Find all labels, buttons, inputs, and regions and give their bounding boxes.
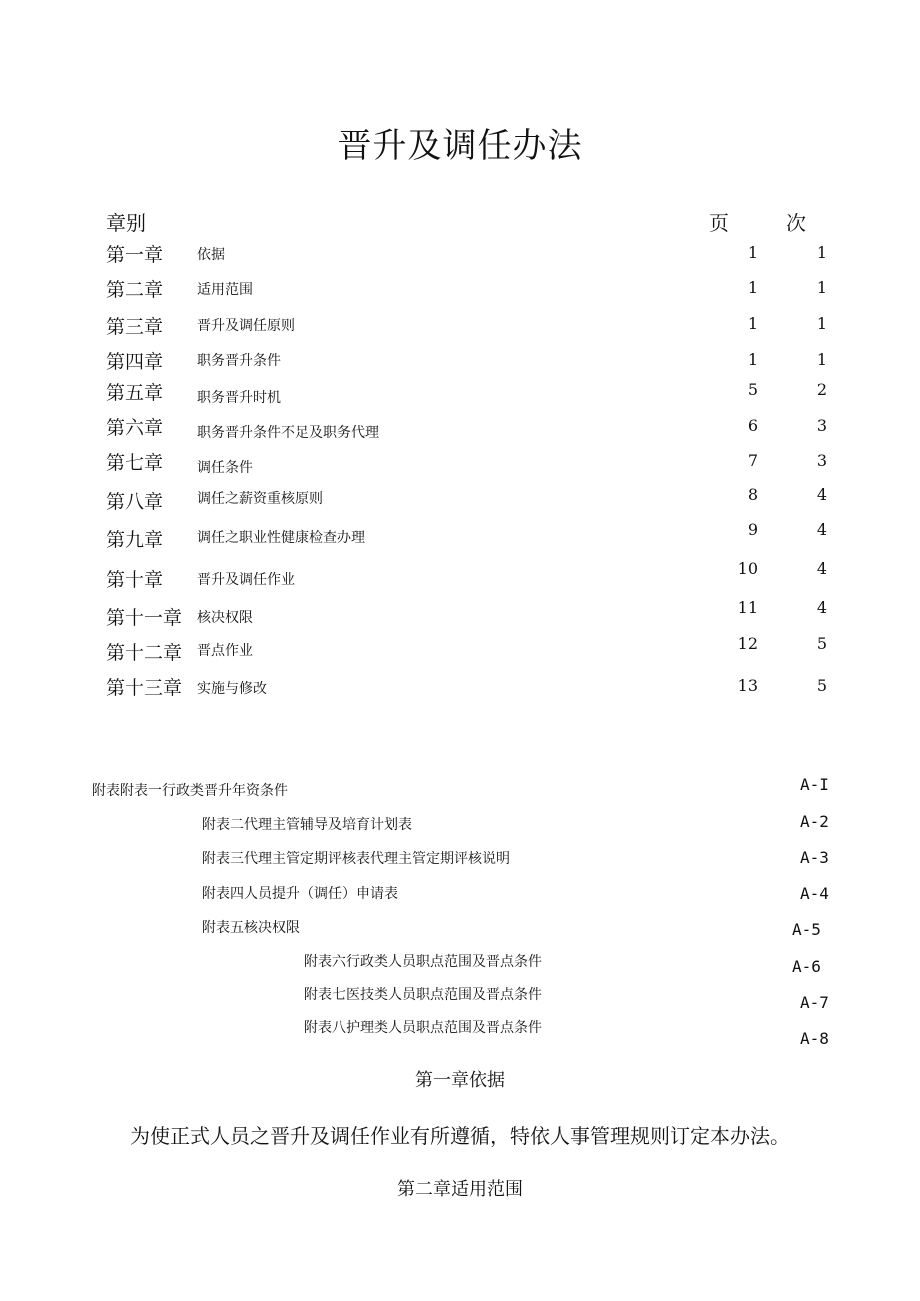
chapter-title: 核决权限 <box>197 610 253 626</box>
chapter-page: 12 <box>737 634 758 653</box>
chapter-title: 晋升及调任作业 <box>197 572 295 588</box>
chapter-count: 1 <box>816 243 827 262</box>
chapter-title: 晋点作业 <box>197 643 253 659</box>
attachment-code: A-6 <box>792 957 821 976</box>
chapter-count: 5 <box>816 634 827 653</box>
attachment-code: A-3 <box>800 848 829 867</box>
chapter-count: 1 <box>816 350 827 369</box>
chapter-page: 1 <box>747 278 758 297</box>
chapter-page: 11 <box>737 598 758 617</box>
chapter-label: 第六章 <box>106 417 164 439</box>
section-paragraph: 为使正式人员之晋升及调任作业有所遵循，特依人事管理规则订定本办法。 <box>130 1124 790 1148</box>
section-heading: 第二章适用范围 <box>397 1179 523 1200</box>
attachment-code: A-I <box>800 775 829 794</box>
chapter-title: 调任条件 <box>197 460 253 476</box>
chapter-title: 调任之职业性健康检查办理 <box>197 530 365 546</box>
attachment-code: A-5 <box>792 920 821 939</box>
chapter-page: 8 <box>747 485 758 504</box>
chapter-label: 第五章 <box>106 382 164 404</box>
chapter-label: 第十章 <box>106 569 164 591</box>
chapter-count: 3 <box>816 451 827 470</box>
chapter-label: 第九章 <box>106 529 164 551</box>
toc-header-times: 次 <box>786 211 806 235</box>
chapter-label: 第四章 <box>106 351 164 373</box>
attachment-label: 附表七医技类人员职点范围及晋点条件 <box>304 987 542 1003</box>
chapter-page: 13 <box>737 676 758 695</box>
attachment-label: 附表六行政类人员职点范围及晋点条件 <box>304 954 542 970</box>
chapter-label: 第一章 <box>106 244 164 266</box>
toc-header-page: 页 <box>709 211 729 235</box>
attachment-label: 附表四人员提升（调任）申请表 <box>202 886 398 902</box>
attachment-code: A-4 <box>800 884 829 903</box>
chapter-title: 职务晋升条件 <box>197 353 281 369</box>
attachment-code: A-2 <box>800 812 829 831</box>
chapter-label: 第八章 <box>106 491 164 513</box>
chapter-count: 4 <box>816 598 827 617</box>
chapter-title: 调任之薪资重核原则 <box>197 491 323 507</box>
chapter-label: 第十一章 <box>106 607 183 629</box>
chapter-page: 7 <box>747 451 758 470</box>
chapter-label: 第十三章 <box>106 677 183 699</box>
chapter-title: 职务晋升条件不足及职务代理 <box>197 425 379 441</box>
chapter-title: 职务晋升时机 <box>197 390 281 406</box>
chapter-label: 第十二章 <box>106 642 183 664</box>
attachment-label: 附表二代理主管辅导及培育计划表 <box>202 817 412 833</box>
attachment-code: A-8 <box>800 1029 829 1048</box>
chapter-count: 1 <box>816 278 827 297</box>
chapter-count: 4 <box>816 485 827 504</box>
chapter-count: 1 <box>816 314 827 333</box>
toc-header-chapter: 章别 <box>106 211 146 235</box>
chapter-page: 5 <box>747 380 758 399</box>
chapter-count: 4 <box>816 520 827 539</box>
chapter-page: 1 <box>747 350 758 369</box>
attachment-label: 附表五核决权限 <box>202 920 300 936</box>
chapter-page: 6 <box>747 416 758 435</box>
chapter-title: 晋升及调任原则 <box>197 318 295 334</box>
chapter-count: 4 <box>816 559 827 578</box>
chapter-page: 10 <box>737 559 758 578</box>
chapter-page: 1 <box>747 243 758 262</box>
chapter-count: 5 <box>816 676 827 695</box>
attachment-label: 附表八护理类人员职点范围及晋点条件 <box>304 1020 542 1036</box>
chapter-label: 第七章 <box>106 452 164 474</box>
section-heading: 第一章依据 <box>415 1070 505 1091</box>
attachment-label: 附表三代理主管定期评核表代理主管定期评核说明 <box>202 851 510 867</box>
document-title: 晋升及调任办法 <box>337 126 583 166</box>
chapter-title: 依据 <box>197 247 225 263</box>
chapter-count: 3 <box>816 416 827 435</box>
attachment-label: 附表附表一行政类晋升年资条件 <box>92 783 288 799</box>
chapter-page: 1 <box>747 314 758 333</box>
chapter-label: 第三章 <box>106 316 164 338</box>
chapter-title: 实施与修改 <box>197 681 267 697</box>
chapter-page: 9 <box>747 520 758 539</box>
chapter-count: 2 <box>816 380 827 399</box>
chapter-title: 适用范围 <box>197 282 253 298</box>
attachment-code: A-7 <box>800 993 829 1012</box>
chapter-label: 第二章 <box>106 279 164 301</box>
